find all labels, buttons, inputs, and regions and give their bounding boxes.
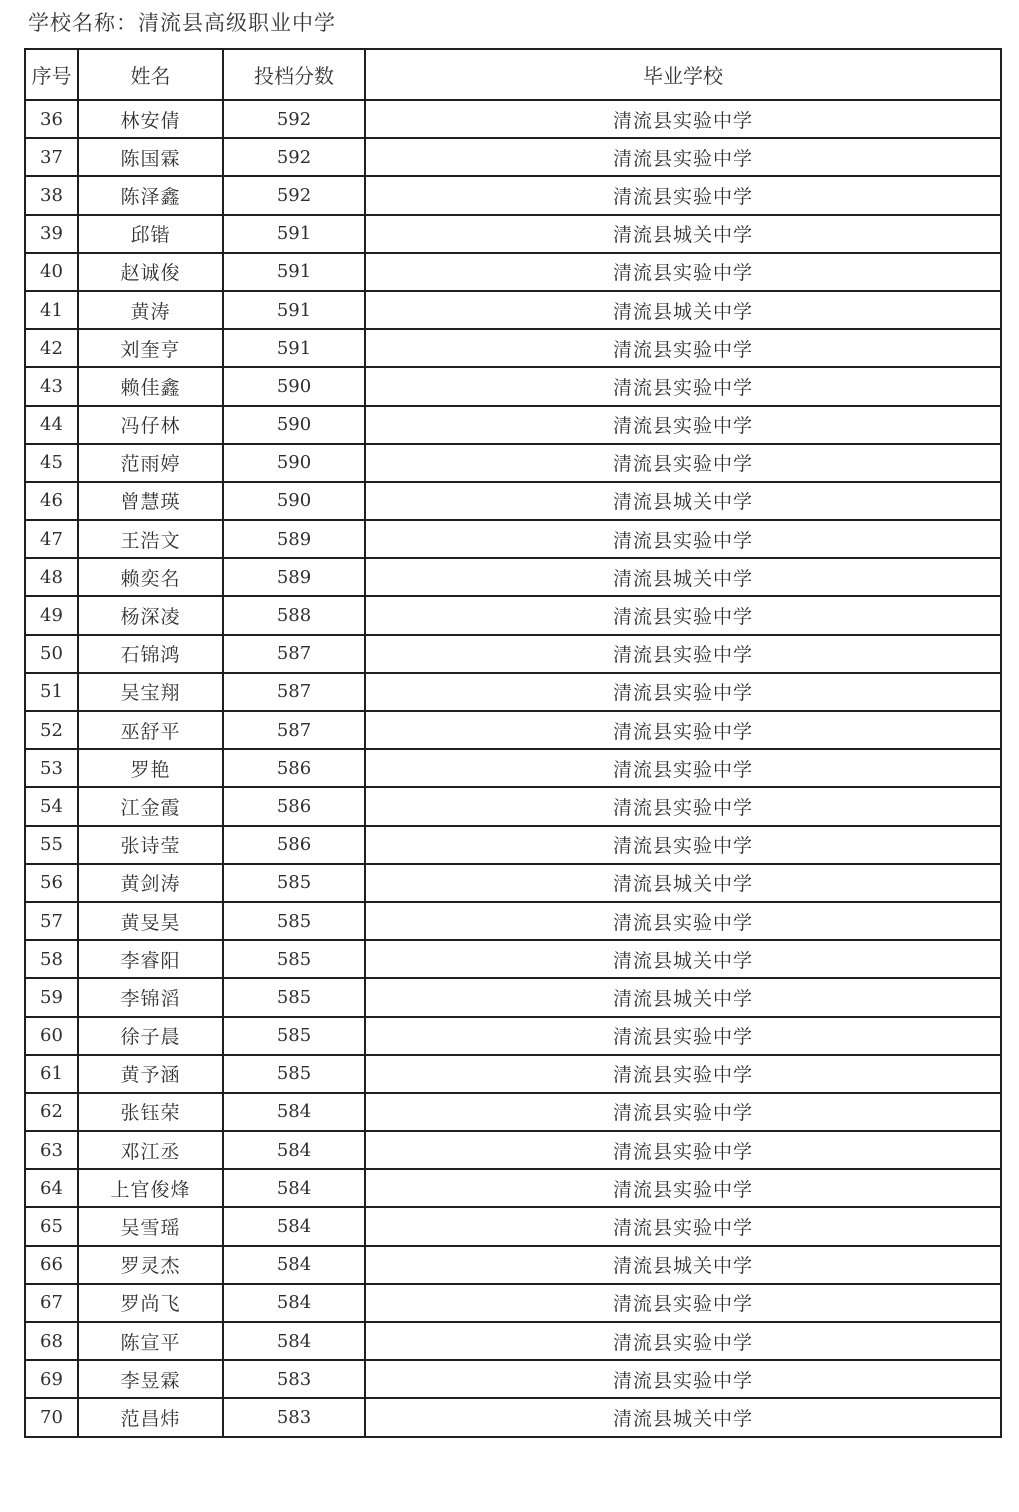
cell-number: 61 — [25, 1055, 78, 1093]
table-row — [25, 635, 1001, 673]
cell-score: 584 — [223, 1246, 365, 1284]
cell-school: 清流县实验中学 — [365, 826, 1001, 864]
cell-school: 清流县城关中学 — [365, 864, 1001, 902]
table-row — [25, 329, 1001, 367]
cell-school: 清流县实验中学 — [365, 787, 1001, 825]
cell-name: 黄予涵 — [78, 1055, 223, 1093]
cell-number: 47 — [25, 520, 78, 558]
table-row — [25, 1131, 1001, 1169]
cell-school: 清流县实验中学 — [365, 176, 1001, 214]
cell-number: 66 — [25, 1246, 78, 1284]
cell-name: 赵诚俊 — [78, 253, 223, 291]
cell-score: 591 — [223, 253, 365, 291]
cell-number: 52 — [25, 711, 78, 749]
cell-score: 585 — [223, 978, 365, 1016]
table-row — [25, 253, 1001, 291]
cell-score: 585 — [223, 864, 365, 902]
cell-name: 陈泽鑫 — [78, 176, 223, 214]
cell-number: 63 — [25, 1131, 78, 1169]
cell-score: 584 — [223, 1207, 365, 1245]
cell-number: 58 — [25, 940, 78, 978]
cell-score: 583 — [223, 1360, 365, 1398]
table-row — [25, 1207, 1001, 1245]
table-row — [25, 1284, 1001, 1322]
cell-score: 587 — [223, 711, 365, 749]
cell-name: 江金霞 — [78, 787, 223, 825]
table-row — [25, 406, 1001, 444]
cell-name: 杨深凌 — [78, 596, 223, 634]
table-row — [25, 482, 1001, 520]
table-body — [25, 100, 1001, 1437]
cell-school: 清流县实验中学 — [365, 1322, 1001, 1360]
table-row — [25, 596, 1001, 634]
cell-number: 54 — [25, 787, 78, 825]
cell-score: 591 — [223, 215, 365, 253]
cell-name: 李睿阳 — [78, 940, 223, 978]
cell-score: 585 — [223, 1055, 365, 1093]
cell-score: 589 — [223, 520, 365, 558]
cell-name: 曾慧瑛 — [78, 482, 223, 520]
cell-school: 清流县城关中学 — [365, 558, 1001, 596]
cell-name: 巫舒平 — [78, 711, 223, 749]
column-header-number: 序号 — [25, 49, 78, 100]
cell-score: 585 — [223, 940, 365, 978]
cell-number: 44 — [25, 406, 78, 444]
cell-school: 清流县实验中学 — [365, 253, 1001, 291]
cell-score: 584 — [223, 1322, 365, 1360]
cell-score: 584 — [223, 1131, 365, 1169]
cell-name: 王浩文 — [78, 520, 223, 558]
table-row — [25, 1055, 1001, 1093]
cell-score: 590 — [223, 482, 365, 520]
cell-school: 清流县实验中学 — [365, 1131, 1001, 1169]
cell-name: 上官俊烽 — [78, 1169, 223, 1207]
cell-score: 586 — [223, 826, 365, 864]
cell-score: 585 — [223, 902, 365, 940]
cell-score: 590 — [223, 367, 365, 405]
cell-score: 586 — [223, 787, 365, 825]
table-row — [25, 826, 1001, 864]
cell-school: 清流县实验中学 — [365, 1207, 1001, 1245]
cell-name: 张诗莹 — [78, 826, 223, 864]
cell-school: 清流县实验中学 — [365, 100, 1001, 138]
cell-number: 60 — [25, 1017, 78, 1055]
cell-school: 清流县实验中学 — [365, 635, 1001, 673]
cell-number: 55 — [25, 826, 78, 864]
table-row — [25, 787, 1001, 825]
cell-school: 清流县实验中学 — [365, 367, 1001, 405]
column-header-school: 毕业学校 — [365, 49, 1001, 100]
cell-score: 589 — [223, 558, 365, 596]
cell-score: 584 — [223, 1284, 365, 1322]
cell-name: 邱锴 — [78, 215, 223, 253]
table-row — [25, 940, 1001, 978]
cell-name: 赖佳鑫 — [78, 367, 223, 405]
cell-name: 刘奎亨 — [78, 329, 223, 367]
cell-name: 张钰荣 — [78, 1093, 223, 1131]
cell-number: 45 — [25, 444, 78, 482]
cell-name: 罗艳 — [78, 749, 223, 787]
cell-name: 冯仔林 — [78, 406, 223, 444]
cell-score: 592 — [223, 176, 365, 214]
cell-name: 罗灵杰 — [78, 1246, 223, 1284]
cell-name: 范雨婷 — [78, 444, 223, 482]
table-row — [25, 558, 1001, 596]
cell-score: 590 — [223, 406, 365, 444]
cell-score: 591 — [223, 291, 365, 329]
cell-number: 70 — [25, 1398, 78, 1436]
cell-score: 587 — [223, 635, 365, 673]
cell-name: 陈国霖 — [78, 138, 223, 176]
table-row — [25, 749, 1001, 787]
cell-number: 48 — [25, 558, 78, 596]
column-header-score: 投档分数 — [223, 49, 365, 100]
cell-school: 清流县城关中学 — [365, 1398, 1001, 1436]
cell-number: 68 — [25, 1322, 78, 1360]
cell-name: 石锦鸿 — [78, 635, 223, 673]
table-row — [25, 1322, 1001, 1360]
cell-name: 黄涛 — [78, 291, 223, 329]
cell-name: 罗尚飞 — [78, 1284, 223, 1322]
cell-score: 592 — [223, 138, 365, 176]
table-row — [25, 138, 1001, 176]
cell-school: 清流县城关中学 — [365, 215, 1001, 253]
cell-school: 清流县实验中学 — [365, 1360, 1001, 1398]
cell-number: 49 — [25, 596, 78, 634]
table-row — [25, 1093, 1001, 1131]
cell-name: 陈宣平 — [78, 1322, 223, 1360]
cell-school: 清流县城关中学 — [365, 1246, 1001, 1284]
table-row — [25, 1169, 1001, 1207]
table-row — [25, 520, 1001, 558]
cell-name: 赖奕名 — [78, 558, 223, 596]
cell-school: 清流县实验中学 — [365, 329, 1001, 367]
cell-score: 588 — [223, 596, 365, 634]
cell-name: 黄剑涛 — [78, 864, 223, 902]
cell-number: 56 — [25, 864, 78, 902]
cell-number: 39 — [25, 215, 78, 253]
cell-name: 林安倩 — [78, 100, 223, 138]
cell-score: 584 — [223, 1093, 365, 1131]
cell-number: 40 — [25, 253, 78, 291]
cell-number: 67 — [25, 1284, 78, 1322]
cell-number: 41 — [25, 291, 78, 329]
cell-school: 清流县实验中学 — [365, 902, 1001, 940]
cell-name: 吴雪瑶 — [78, 1207, 223, 1245]
cell-score: 584 — [223, 1169, 365, 1207]
cell-name: 吴宝翔 — [78, 673, 223, 711]
cell-school: 清流县实验中学 — [365, 406, 1001, 444]
cell-number: 65 — [25, 1207, 78, 1245]
cell-number: 51 — [25, 673, 78, 711]
cell-school: 清流县实验中学 — [365, 1169, 1001, 1207]
cell-name: 徐子晨 — [78, 1017, 223, 1055]
table-row — [25, 902, 1001, 940]
table-row — [25, 100, 1001, 138]
table-row — [25, 1246, 1001, 1284]
table-row — [25, 1360, 1001, 1398]
table-row — [25, 1398, 1001, 1436]
cell-school: 清流县实验中学 — [365, 749, 1001, 787]
cell-score: 592 — [223, 100, 365, 138]
cell-school: 清流县实验中学 — [365, 1055, 1001, 1093]
cell-school: 清流县实验中学 — [365, 1017, 1001, 1055]
cell-number: 64 — [25, 1169, 78, 1207]
cell-school: 清流县城关中学 — [365, 482, 1001, 520]
cell-name: 范昌炜 — [78, 1398, 223, 1436]
cell-number: 46 — [25, 482, 78, 520]
cell-name: 邓江丞 — [78, 1131, 223, 1169]
cell-score: 587 — [223, 673, 365, 711]
cell-number: 37 — [25, 138, 78, 176]
table-row — [25, 978, 1001, 1016]
cell-name: 李昱霖 — [78, 1360, 223, 1398]
cell-score: 586 — [223, 749, 365, 787]
cell-name: 黄旻昊 — [78, 902, 223, 940]
cell-number: 50 — [25, 635, 78, 673]
cell-number: 57 — [25, 902, 78, 940]
admission-table — [24, 48, 1002, 1438]
cell-score: 590 — [223, 444, 365, 482]
column-header-name: 姓名 — [78, 49, 223, 100]
cell-number: 42 — [25, 329, 78, 367]
table-row — [25, 673, 1001, 711]
cell-name: 李锦滔 — [78, 978, 223, 1016]
cell-school: 清流县实验中学 — [365, 1284, 1001, 1322]
cell-number: 62 — [25, 1093, 78, 1131]
cell-number: 59 — [25, 978, 78, 1016]
table-row — [25, 291, 1001, 329]
cell-number: 43 — [25, 367, 78, 405]
cell-school: 清流县实验中学 — [365, 520, 1001, 558]
table-header — [25, 49, 1001, 100]
cell-school: 清流县实验中学 — [365, 444, 1001, 482]
cell-school: 清流县城关中学 — [365, 978, 1001, 1016]
cell-school: 清流县实验中学 — [365, 1093, 1001, 1131]
cell-school: 清流县城关中学 — [365, 940, 1001, 978]
school-name-line: 学校名称：清流县高级职业中学 — [28, 11, 336, 35]
cell-school: 清流县城关中学 — [365, 291, 1001, 329]
cell-number: 69 — [25, 1360, 78, 1398]
table-row — [25, 215, 1001, 253]
cell-school: 清流县实验中学 — [365, 596, 1001, 634]
cell-score: 583 — [223, 1398, 365, 1436]
table-row — [25, 176, 1001, 214]
cell-score: 591 — [223, 329, 365, 367]
cell-score: 585 — [223, 1017, 365, 1055]
table-row — [25, 711, 1001, 749]
table-row — [25, 1017, 1001, 1055]
cell-school: 清流县实验中学 — [365, 711, 1001, 749]
table-row — [25, 367, 1001, 405]
cell-number: 53 — [25, 749, 78, 787]
header-row — [25, 49, 1001, 100]
table-row — [25, 864, 1001, 902]
cell-number: 38 — [25, 176, 78, 214]
cell-school: 清流县实验中学 — [365, 138, 1001, 176]
table-row — [25, 444, 1001, 482]
cell-number: 36 — [25, 100, 78, 138]
cell-school: 清流县实验中学 — [365, 673, 1001, 711]
